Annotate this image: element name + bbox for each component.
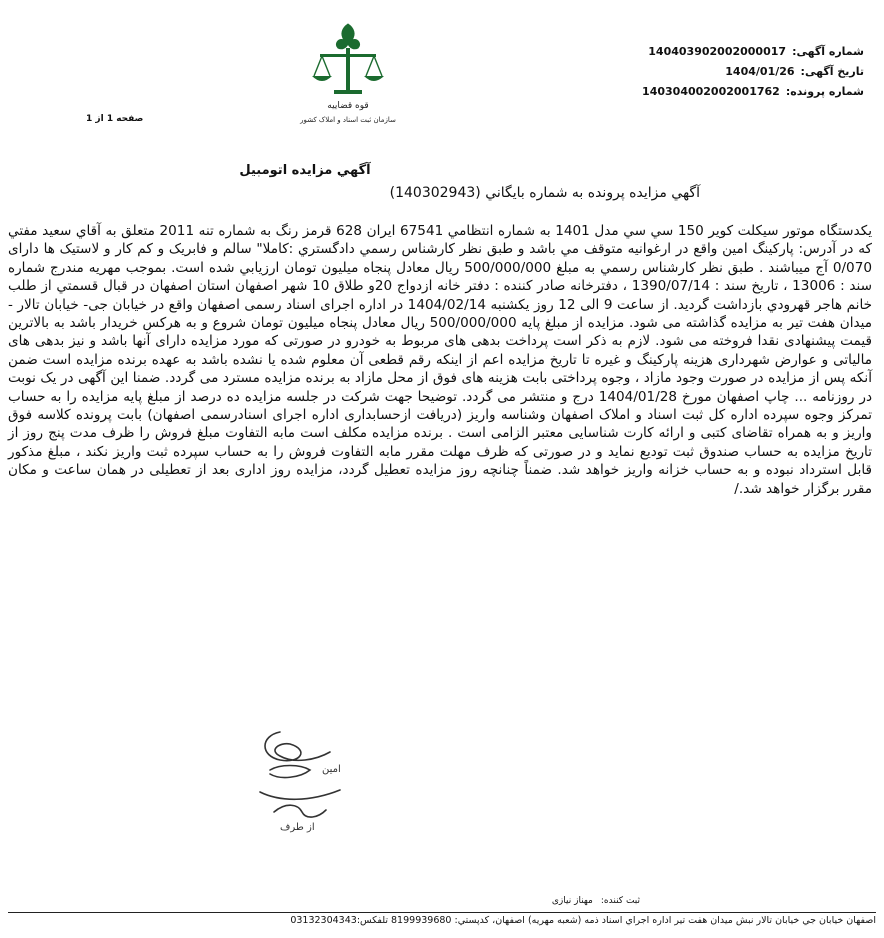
registrar-row <box>490 896 640 906</box>
judiciary-emblem-logo <box>298 20 398 132</box>
document-title: آگهي مزايده اتومبيل <box>239 163 371 178</box>
case-number-row <box>564 82 864 102</box>
footer-address: اصفهان خيابان جي خيابان تالار نبش ميدان هفت تير اداره اجراي اسناد ذمه (شعبه مهريه) اصفهان، كدپستي: 8199939680 تلفكس:03132304343 <box>8 912 876 926</box>
scales-icon <box>298 20 398 132</box>
logo-line1: قوه قضاییه <box>327 101 369 111</box>
ad-meta-block <box>564 42 864 102</box>
ad-date-value: 1404/01/26 <box>725 65 795 78</box>
registrar-label: ثبت كننده: <box>600 896 640 906</box>
case-number-label: شماره پرونده: <box>785 85 864 98</box>
ad-date-label: تاریخ آگهی: <box>800 65 864 78</box>
registrar-name: مهناز نیازی <box>551 896 593 906</box>
auction-body-text: يكدستگاه موتور سيكلت كوير 150 سي سي مدل 1401 به شماره انتظامي 67541 ايران 628 قرمز رنگ به شماره تنه 2011 متعلق به آقاي سعيد مفتي كه در آدرس: پاركينگ امين واقع در ارغوانيه متوقف مي باشد و طبق نظر كارشناس رسمي دادگستري :كاملا" سالم و فابريک و كم كار و لاستيک ها داراى 0/070 آج ميباشند . طبق نظر كارشناس رسمي به مبلغ 500/000/000 ريال معادل پنجاه ميليون تومان ارزيابي شده است. بموجب مهريه مندرج شماره سند : 13006 ، تاريخ سند : 1390/07/14 ، دفترخانه صادر كننده : دفتر خانه ازدواج 20و طلاق 10 شهر اصفهان استان اصفهان در قبال قسمتي از طلب خانم هاجر قهرودي بازداشت گرديد. از ساعت 9 الی 12 روز يكشنبه 1404/02/14 در اداره اجرای اسناد رسمی اصفهان واقع در خيابان جی- خيابان تالار - ميدان هفت تير به مزايده گذاشته می شود. مزايده از مبلغ پايه 500/000/000 ريال معادل پنجاه ميليون تومان شروع و به هركس خريدار باشد به بالاترين قيمت پيشنهادی نقدا فروخته می شود. لازم به ذكر است پرداخت بدهی های مربوط به خودرو در صورتی كه مورد مزايده دارای آنها باشد و نيز بدهی های مالياتی و عوارض شهرداری هزينه پاركينگ و غيره تا تاريخ مزايده اعم از اينكه رقم قطعی آن معلوم شده يا نشده باشد به عهده برنده مزايده است ضمن آنكه پس از مزايده در صورت وجود مازاد ، وجوه پرداختی بابت هزينه های فوق از محل مازاد به برنده مزايده مسترد می گردد. ضمنا اين آگهی در يک نوبت در روزنامه ... چاپ اصفهان مورخ 1404/01/28 درج و منتشر می گردد. توضيحا جهت شركت در جلسه مزايده ده درصد از مبلغ پايه مزايده را به حساب تمركز وجوه سپرده اداره كل ثبت اسناد و املاک اصفهان وشناسه واريز (دريافت ازحسابداری اداره اجرای اسنادرسمی اصفهان) بابت پرونده كلاسه فوق واريز و به همراه تقاضای كتبی و ارائه كارت شناسايی معتبر الزامی است . برنده مزايده مكلف است مابه التفاوت مبلغ فروش را ظرف مدت پنج روز از تاريخ مزايده به حساب صندوق ثبت توديع نمايد و در صورتی كه ظرف مهلت مقرر مابه التفاوت فروش را به حساب سپرده ثبت واريز نكند ، مبلغ مذكور قابل استرداد نبوده و به حساب خزانه واريز خواهد شد. ضمناً چنانچه روز مزايده تعطيل گردد، مزايده روز اداری بعد از تعطيلی در همان ساعت و مكان مقرر برگزار خواهد شد./ <box>8 223 872 497</box>
ad-number-label: شماره آگهی: <box>792 45 864 58</box>
document-subtitle: آگهي مزايده پرونده به شماره بايگاني (140302943) <box>389 185 700 201</box>
ad-date-row <box>564 62 864 82</box>
signature-icon <box>240 712 380 840</box>
logo-line2: سازمان ثبت اسناد و املاک کشور <box>300 116 396 124</box>
ad-number-value: 140403902002000017 <box>648 45 787 58</box>
signature-line1: امین <box>322 764 341 775</box>
signature <box>240 712 380 840</box>
signature-line2: از طرف <box>280 822 315 833</box>
case-number-value: 140304002002001762 <box>642 85 780 98</box>
ad-number-row <box>564 42 864 62</box>
page-indicator: صفحه 1 از 1 <box>86 114 144 124</box>
